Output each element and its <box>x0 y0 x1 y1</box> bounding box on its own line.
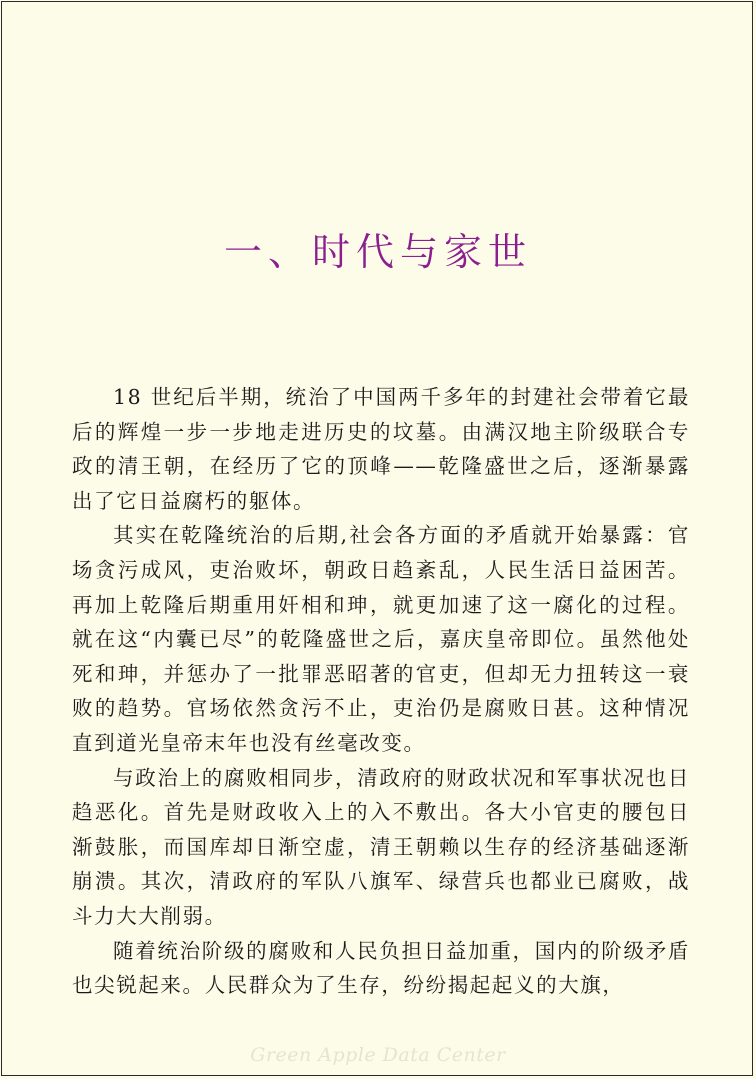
paragraph-1: 18 世纪后半期，统治了中国两千多年的封建社会带着它最后的辉煌一步一步地走进历史的坟墓。由满汉地主阶级联合专政的清王朝，在经历了它的顶峰——乾隆盛世之后，逐渐暴露出了它日益腐朽的躯体。 <box>72 385 690 513</box>
paragraph-3: 与政治上的腐败相同步，清政府的财政状况和军事状况也日趋恶化。首先是财政收入上的入不敷出。各大小官吏的腰包日渐鼓胀，而国库却日渐空虚，清王朝赖以生存的经济基础逐渐崩溃。其次，清政府的军队八旗军、绿营兵也都业已腐败，战斗力大大削弱。 <box>72 765 690 928</box>
chapter-title: 一、时代与家世 <box>223 230 532 274</box>
body-text <box>72 380 690 1003</box>
watermark: Green Apple Data Center <box>250 1044 506 1066</box>
paragraph-4: 随着统治阶级的腐败和人民负担日益加重，国内的阶级矛盾也尖锐起来。人民群众为了生存，纷纷揭起起义的大旗， <box>72 938 690 998</box>
paragraph-2: 其实在乾隆统治的后期,社会各方面的矛盾就开始暴露：官场贪污成风，吏治败坏，朝政日趋紊乱，人民生活日益困苦。再加上乾隆后期重用奸相和珅，就更加速了这一腐化的过程。就在这“内囊已尽”的乾隆盛世之后，嘉庆皇帝即位。虽然他处死和珅，并惩办了一批罪恶昭著的官吏，但却无力扭转这一衰败的趋势。官场依然贪污不止，吏治仍是腐败日甚。这种情况直到道光皇帝末年也没有丝毫改变。 <box>72 523 690 755</box>
